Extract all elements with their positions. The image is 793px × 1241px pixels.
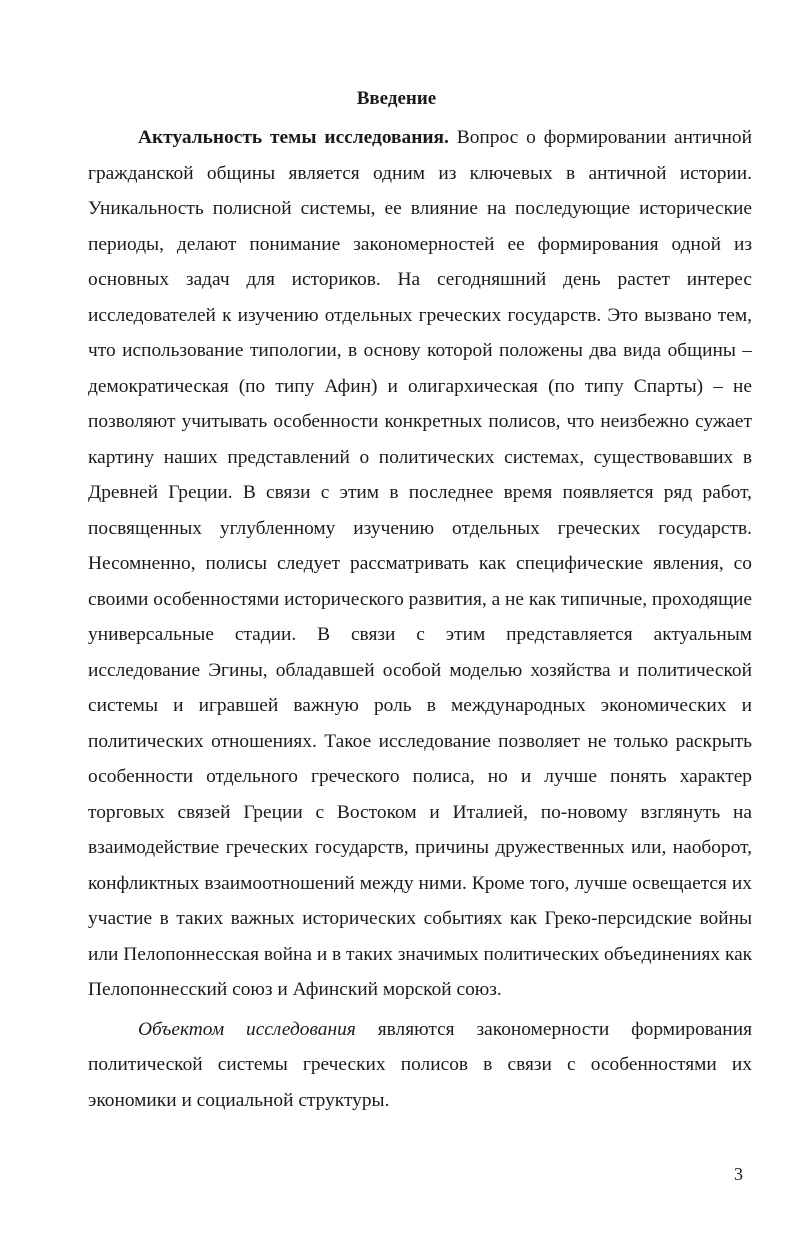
paragraph-1-line: Пелопоннесский союз и Афинский морской союз. xyxy=(88,979,502,1000)
paragraph-1-line: участие в таких важных исторических событиях как Греко-персидские войны xyxy=(88,908,752,929)
paragraph-1-line: или Пелопоннесская война и в таких значимых политических объединениях как xyxy=(88,943,752,965)
paragraph-1-line: своими особенностями исторического развития, а не как типичные, проходящие xyxy=(88,588,752,610)
paragraph-1-line: посвященных углубленному изучению отдельных греческих государств. xyxy=(88,517,752,539)
paragraph-1-line: системы и игравшей важную роль в международных экономических и xyxy=(88,695,752,716)
paragraph-1-line: взаимодействие греческих государств, причины дружественных или, наоборот, xyxy=(88,837,752,858)
paragraph-1-line: исследователей к изучению отдельных греческих государств. Это вызвано тем, xyxy=(88,304,752,326)
page-number: 3 xyxy=(734,1164,743,1184)
paragraph-1-line: исследование Эгины, обладавшей особой моделью хозяйства и политической xyxy=(88,659,752,681)
paragraph-1-line: позволяют учитывать особенности конкретных полисов, что неизбежно сужает xyxy=(88,411,752,432)
paragraph-2-line: Объектом исследования являются закономерности формирования xyxy=(138,1018,752,1040)
paragraph-1-line: Уникальность полисной системы, ее влияние на последующие исторические xyxy=(88,198,752,219)
body-text xyxy=(88,120,752,1118)
paragraph-1-line: основных задач для историков. На сегодняшний день растет интерес xyxy=(88,269,752,290)
paragraph-2-lead: Объектом исследования xyxy=(138,1018,356,1040)
paragraph-1-line: Актуальность темы исследования. Вопрос о формировании античной xyxy=(138,127,752,148)
paragraph-1-line: Древней Греции. В связи с этим в последнее время появляется ряд работ, xyxy=(88,482,752,503)
paragraph-2-line: политической системы греческих полисов в связи с особенностями их xyxy=(88,1054,752,1075)
paragraph-1-lead: Актуальность темы исследования. xyxy=(138,127,449,148)
paragraph-1-line: гражданской общины является одним из ключевых в античной истории. xyxy=(88,162,752,184)
paragraph-1-line: Несомненно, полисы следует рассматривать как специфические явления, со xyxy=(88,553,752,574)
paragraph-1-line: периоды, делают понимание закономерностей ее формирования одной из xyxy=(88,233,752,255)
paragraph-1-line: что использование типологии, в основу которой положены два вида общины – xyxy=(88,340,752,361)
paragraph-1-line: картину наших представлений о политических системах, существовавших в xyxy=(88,446,752,468)
paragraph-1-line: торговых связей Греции с Востоком и Италией, по-новому взглянуть на xyxy=(88,801,752,823)
paragraph-1-line: демократическая (по типу Афин) и олигархическая (по типу Спарты) – не xyxy=(88,375,752,397)
paragraph-1-line: универсальные стадии. В связи с этим представляется актуальным xyxy=(88,624,752,645)
paragraph-1-line: особенности отдельного греческого полиса, но и лучше понять характер xyxy=(88,766,752,787)
paragraph-1-line: конфликтных взаимоотношений между ними. Кроме того, лучше освещается их xyxy=(88,872,752,894)
paragraph-2-line: экономики и социальной структуры. xyxy=(88,1089,390,1111)
paragraph-1-line: политических отношениях. Такое исследование позволяет не только раскрыть xyxy=(88,730,752,752)
section-heading: Введение xyxy=(356,88,437,109)
